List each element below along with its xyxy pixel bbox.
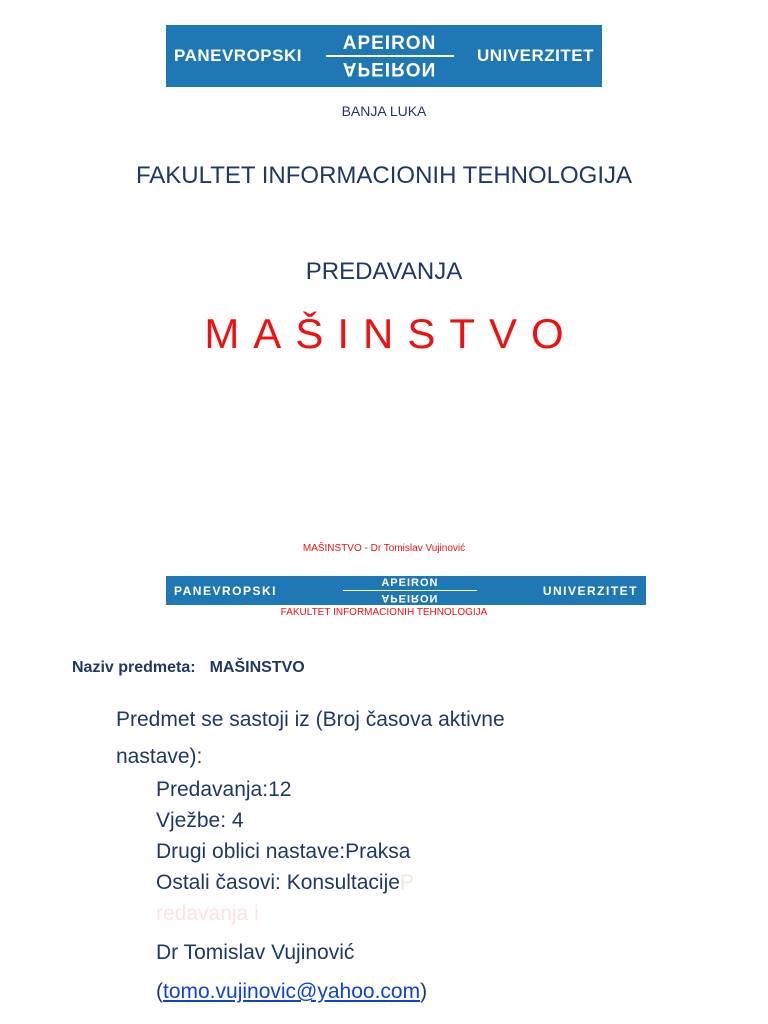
university-logo-banner-small	[166, 576, 646, 605]
apeiron-logo-small	[343, 577, 477, 604]
logo-divider	[326, 55, 454, 57]
logo-center-top-small: APEIRON	[381, 577, 439, 589]
university-logo-banner	[166, 25, 602, 87]
course-name-row	[72, 659, 305, 677]
apeiron-logo	[326, 29, 454, 83]
logo-center-bottom: APEIRON	[342, 58, 437, 79]
lecturer-email-row	[156, 980, 427, 1004]
lectures-label: PREDAVANJA	[305, 258, 463, 285]
course-item-lectures: Predavanja:12	[156, 778, 292, 801]
logo-left-word: PANEVROPSKI	[174, 46, 302, 65]
logo-right-word: UNIVERZITET	[477, 46, 594, 65]
course-intro-line-2: nastave):	[116, 745, 203, 768]
slide-footer: MAŠINSTVO - Dr Tomislav Vujinović	[302, 543, 466, 554]
course-item-other-hours	[156, 871, 414, 895]
logo-center-top: APEIRON	[342, 33, 437, 54]
logo-center-bottom-small: APEIRON	[381, 592, 439, 604]
faded-overlap-text-2: redavanja i	[156, 902, 259, 925]
subject-title: MAŠINSTVO	[204, 310, 578, 357]
faculty-title: FAKULTET INFORMACIONIH TEHNOLOGIJA	[135, 162, 633, 189]
city-label: BANJA LUKA	[341, 103, 427, 119]
email-close-paren: )	[420, 980, 428, 1003]
faculty-subtitle-small: FAKULTET INFORMACIONIH TEHNOLOGIJA	[280, 607, 488, 618]
lecturer-email-link[interactable]: tomo.vujinovic@yahoo.com	[163, 980, 421, 1003]
course-intro-line-1: Predmet se sastoji iz (Broj časova aktivne	[116, 708, 505, 731]
course-item-exercises: Vježbe: 4	[156, 809, 244, 832]
course-name-label: Naziv predmeta:	[72, 659, 196, 676]
email-open-paren: (	[156, 980, 163, 1003]
logo-left-word-small: PANEVROPSKI	[174, 583, 277, 598]
lecturer-name: Dr Tomislav Vujinović	[156, 941, 355, 964]
logo-divider-small	[343, 590, 477, 591]
faded-overlap-text: P	[399, 871, 414, 894]
other-hours-text: Ostali časovi: Konsultacije	[156, 871, 400, 894]
logo-right-word-small: UNIVERZITET	[542, 583, 638, 598]
course-name-value: MAŠINSTVO	[209, 659, 305, 676]
course-item-other-forms: Drugi oblici nastave:Praksa	[156, 840, 411, 863]
